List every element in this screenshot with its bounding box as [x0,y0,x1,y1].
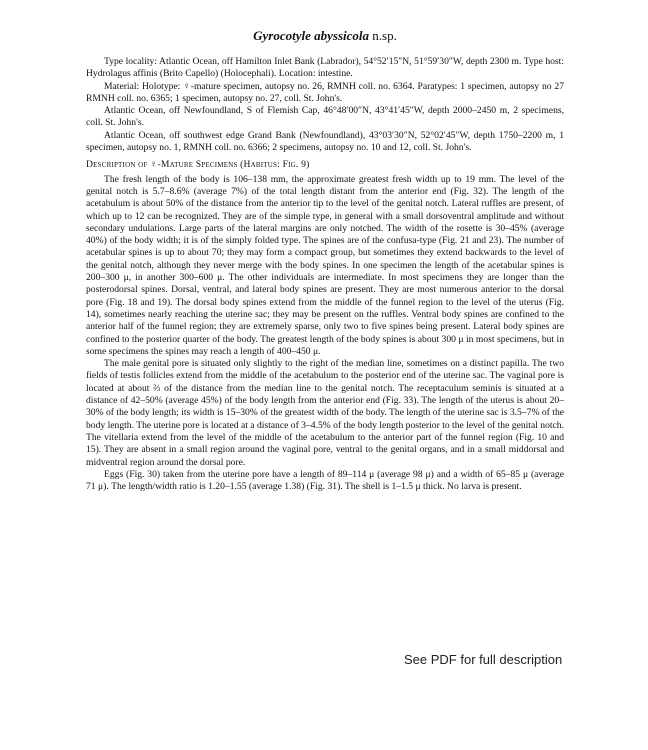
see-pdf-link[interactable]: See PDF for full description [404,652,563,667]
species-name: Gyrocotyle abyssicola [253,28,370,43]
flemish-cap-paragraph: Atlantic Ocean, off Newfoundland, S of Flemish Cap, 46°48′00″N, 43°41′45″W, depth 2000–2450 m, 2 specimens, coll. St. John's. [86,105,564,129]
species-suffix: n.sp. [369,28,397,43]
description-paragraph-2: The male genital pore is situated only slightly to the right of the median line, sometimes on a distinct papilla. The two fields of testis follicles extend from the middle of the acetabulum to the posterior end of the uterine sac. The vaginal pore is located at about ⅔ of the distance from the median line to the genital notch. The receptaculum seminis is situated at a distance of 42–50% (average 45%) of the body length from the anterior end (Fig. 33). The length of the uterus is about 20–30% of the body length; its width is 15–30% of the greatest width of the body. The length of the uterine sac is 3.5–7% of the body length. The uterine pore is located at a distance of 3–4.5% of the body length posterior to the level of the genital notch. The vitellaria extend from the level of the middle of the acetabulum to the anterior part of the funnel region (Fig. 10 and 15). They are absent in a small region around the vaginal pore, ventral to the genital organs, and in a small middorsal and midventral region around the dorsal pore. [86,358,564,468]
description-paragraph-3: Eggs (Fig. 30) taken from the uterine pore have a length of 89–114 μ (average 98 μ) and a width of 65–85 μ (average 71 μ). The length/width ratio is 1.20–1.55 (average 1.38) (Fig. 31). The shell is 1–1.5 μ thick. No larva is present. [86,468,564,493]
material-paragraph: Material: Holotype: ♀-mature specimen, autopsy no. 26, RMNH coll. no. 6364. Paratypes: 1 specimen, autopsy no 27 RMNH coll. no. 6365; 1 specimen, autopsy no. 27, coll. St. John's. [86,80,564,104]
section-heading: Description of ♀-Mature Specimens (Habitus: Fig. 9) [86,159,310,171]
grand-bank-paragraph: Atlantic Ocean, off southwest edge Grand Bank (Newfoundland), 43°03′30″N, 52°02′45″W, depth 1750–2200 m, 1 specimen, autopsy no. 1, RMNH coll. no. 6366; 2 specimens, autopsy no. 10 and 12, coll. St. John's. [86,129,564,154]
article-body [86,20,564,493]
type-locality-paragraph: Type locality: Atlantic Ocean, off Hamilton Inlet Bank (Labrador), 54°52′15″N, 51°59′30″W, depth 2300 m. Type host: Hydrolagus affinis (Brito Capello) (Holocephali). Location: intestine. [86,56,564,80]
description-paragraph-1: The fresh length of the body is 106–138 mm, the approximate greatest fresh width up to 19 mm. The level of the genital notch is 5.7–8.6% (average 7%) of the total length distant from the anterior end (Fig. 32). The length of the acetabulum is about 50% of the distance from the anterior tip to the level of the genital notch. Lateral ruffles are present, of which up to 12 can be recognized. They are of the simple type, in general with a small dorsoventral amplitude and without secondary undulations. Large parts of the lateral margins are only notched. The width of the rosette is 30–45% (average 40%) of the body width; it is of the simply folded type. The spines are of the confusa-type (Fig. 21 and 23). The number of acetabular spines is up to about 70; they may form a compact group, but sometimes they extend backwards to the level of the genital notch, although they never merge with the body spines. In one specimen the length of the acetabular spines is 200–300 μ, in another 300–600 μ. The other individuals are intermediate. In most specimens they are longer than the posterodorsal spines. Dorsal, ventral, and lateral body spines are present. They are most numerous anterior to the dorsal pore (Fig. 18 and 19). The dorsal body spines extend from the middle of the funnel region to the level of the uterus (Fig. 14), sometimes nearly reaching the uterine sac; they may be present on the ruffles. Ventral body spines are confined to the anterior half of the funnel region; they are extremely sparse, only two to five spines being present. Lateral body spines are confined to the posterior quarter of the body. The greatest length of the body spines is about 300 μ in most specimens, but in some specimens the spines may reach a length of 400–450 μ. [86,173,564,357]
species-title [86,28,564,44]
